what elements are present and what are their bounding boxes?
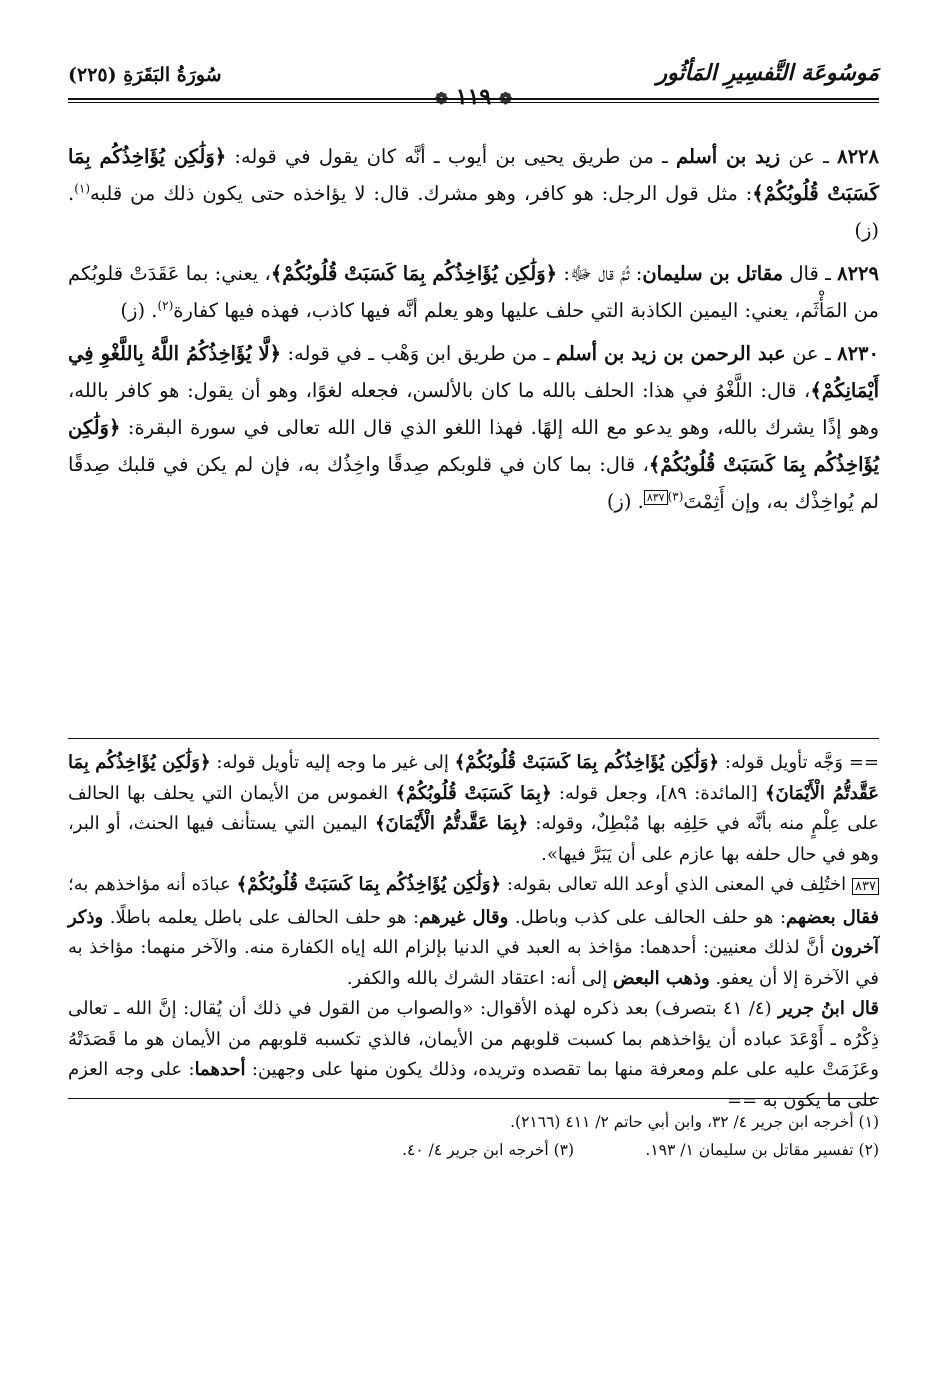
page	[68, 58, 879, 1389]
notes-divider	[68, 738, 879, 739]
note-text: : على وجه العزم على ما يكون به ==	[68, 1059, 879, 1111]
note-text: اختُلِف في المعنى الذي أوعد الله تعالى بقوله:	[501, 874, 853, 895]
page-number: ١١٩	[455, 84, 492, 110]
note-text: الغموس من الأيمان التي يحلف بها الحالف على عِلْمٍ منه بأنَّه في حَلِفِه بها مُبْطِلٌ، وقوله:	[68, 782, 879, 834]
note-text: إلى غير ما وجه إليه تأويل قوله:	[210, 752, 455, 773]
ornament-icon: ❁	[498, 89, 513, 108]
narrator-name: زيد بن أسلم	[675, 145, 781, 168]
footnote-ref[interactable]: (٢)	[157, 298, 174, 313]
footnotes-divider	[68, 1098, 879, 1099]
page-number-block	[435, 84, 513, 110]
footnote-1: (١) أخرجه ابن جرير ٤/ ٣٢، وابن أبي حاتم ٢/ ٤١١ (٢١٦٦).	[510, 1113, 879, 1131]
note-text: أنَّ لذلك معنيين: أحدهما: مؤاخذ به العبد في الدنيا بإلزام الله إياه الكفارة منه. والآخر منهما: مؤاخذ به في الآخرة إلا أن يعفو.	[68, 937, 879, 989]
footnotes	[68, 1108, 879, 1164]
note-text: عبادَه أنه مؤاخذهم به؛	[68, 874, 237, 895]
quran-quote: ﴿وَلَٰكِن يُؤَاخِذُكُم بِمَا كَسَبَتْ قُلُوبُكُمْ﴾	[68, 145, 879, 205]
entry-text: ـ عن	[780, 145, 838, 168]
entry-8229	[68, 255, 879, 329]
note-837	[68, 870, 879, 994]
note-text: اليمين التي يستأنف فيها الحنث، أو البر، وهو في حال حلفه بها عازم على أن يَبَرَّ فيها».	[68, 813, 879, 865]
entry-number: ٨٢٢٨	[837, 145, 879, 168]
entry-text: ـ عن	[785, 342, 838, 365]
main-text	[68, 138, 879, 526]
quran-quote: ﴿وَلَٰكِن يُؤَاخِذُكُم بِمَا كَسَبَتْ قُلُوبُكُمْ﴾	[68, 416, 880, 476]
quran-quote: ﴿وَلَٰكِن يُؤَاخِذُكُم بِمَا كَسَبَتْ قُلُوبُكُمْ﴾	[236, 874, 502, 895]
entry-text: ـ من طريق ابن وَهْب ـ في قوله:	[281, 342, 556, 365]
header-rule-thin	[68, 102, 879, 103]
entry-8230	[68, 335, 879, 520]
surah-label-block	[68, 64, 222, 86]
narrator-name: عبد الرحمن بن زيد بن أسلم	[555, 342, 786, 365]
opinion-label: وذهب البعض	[612, 967, 710, 989]
quran-quote: ﴿وَلَٰكِن يُؤَاخِذُكُم بِمَا عَقَّدتُّمُ الْأَيْمَانَ﴾	[68, 752, 880, 804]
quran-quote: ﴿بِمَا عَقَّدتُّمُ الْأَيْمَانَ﴾	[374, 813, 529, 834]
note-number-box: ٨٣٧	[852, 878, 879, 895]
page-header	[68, 58, 879, 118]
note-ref-box[interactable]: ٨٣٧	[644, 490, 668, 505]
note-text: == وَجَّه تأويل قوله:	[719, 752, 879, 773]
entry-text: ـ قال	[783, 262, 838, 285]
entry-text: ، قال: اللَّغْوُ في هذا: الحلف بالله ما كان بالألسن، فجعله لغوًا، وهو أن يقول: هو كافر بالله، وهو إذًا يشرك بالله، وهو يدعو مع الله إلهًا. فهذا اللغو الذي قال الله تعالى في سورة البقرة:	[68, 379, 879, 439]
note-text: : هو حلف الحالف على باطل يعلمه باطلًا.	[103, 906, 420, 928]
book-title: مَوسُوعَة التَّفسِيرِ المَأثُور	[656, 60, 879, 86]
ornament-icon: ❁	[434, 89, 449, 108]
quran-quote: ﴿لَّا يُؤَاخِذُكُمُ اللَّهُ بِاللَّغْوِ فِي أَيْمَانِكُمْ﴾	[68, 342, 879, 402]
quran-quote: ﴿بِمَا كَسَبَتْ قُلُوبُكُمْ﴾	[395, 782, 552, 804]
entry-text: . (ز)	[120, 299, 158, 322]
opinion-label: فقال بعضهم	[786, 906, 880, 928]
entry-text: ، قال: بما كان في قلوبكم صِدقًا واخِذُك به، فإن لم يكن في قلبك صِدقًا لم يُواخِذْك به، وإن أَثِمْتَ	[68, 453, 879, 513]
note-text: (٤/ ٤١ بتصرف) بعد ذكره لهذه الأقوال: «والصواب من القول في ذلك أن يُقال: إنَّ الله ـ تعالى ذِكْرُه ـ أَوْعَدَ عباده أن يؤاخذهم بما كسبت قلوبهم من الأيمان، فالذي تكسبه قلوبهم من الأيمان هو ما قَصَدَتْهُ وعَزَمَتْ عليه على علم ومعرفة منها بما تقصده وتريده، وذلك يكون منها على وجهين:	[68, 998, 879, 1080]
note-continuation	[68, 748, 879, 870]
entry-text: : ثُمَّ قال ﷻ:	[557, 262, 643, 285]
footnote-ref[interactable]: (١)	[74, 181, 91, 196]
opinion-label: أحدهما	[194, 1059, 246, 1080]
entry-8228	[68, 138, 879, 249]
opinion-label: وقال غيرهم	[419, 906, 509, 928]
entry-number: ٨٢٢٩	[837, 262, 880, 285]
footnote-row	[68, 1136, 879, 1164]
surah-label: سُورَةُ البَقَرَةِ	[123, 64, 222, 86]
entry-number: ٨٢٣٠	[837, 342, 879, 365]
opinion-label: وذكر آخرون	[68, 906, 879, 958]
note-text: : هو حلف الحالف على كذب وباطل.	[508, 906, 787, 928]
quran-quote: ﴿وَلَٰكِن يُؤَاخِذُكُم بِمَا كَسَبَتْ قُلُوبُكُمْ﴾	[454, 752, 720, 773]
quran-quote: ﴿وَلَٰكِن يُؤَاخِذُكُم بِمَا كَسَبَتْ قُلُوبُكُمْ﴾	[270, 262, 558, 285]
header-rule	[68, 98, 879, 100]
scholar-label: قال ابنُ جرير	[778, 998, 879, 1019]
note-text: إلى أنه: اعتقاد الشرك بالله والكفر.	[346, 967, 613, 989]
entry-text: : مثل قول الرجل: هو كافر، وهو مشرك. قال: لا يؤاخذه حتى يكون ذلك من قلبه	[90, 182, 753, 205]
entry-text: ـ من طريق يحيى بن أيوب ـ أنَّه كان يقول في قوله:	[226, 145, 676, 168]
footnote-3: (٣) أخرجه ابن جرير ٤/ ٤٠.	[402, 1141, 575, 1159]
entry-text: . (ز)	[68, 182, 879, 242]
footnote-2: (٢) تفسير مقاتل بن سليمان ١/ ١٩٣.	[645, 1141, 879, 1159]
narrator-name: مقاتل بن سليمان	[642, 262, 784, 285]
entry-text: . (ز)	[606, 490, 644, 513]
entry-text: ، يعني: بما عَقَدَتْ قلوبُكم من المَأْثَم، يعني: اليمين الكاذبة التي حلف عليها وهو يعلم أنَّه فيها كاذب، فهذه فيها كفارة	[68, 262, 879, 322]
editor-notes	[68, 748, 879, 1116]
note-text: [المائدة: ٨٩]، وجعل قوله:	[551, 782, 765, 804]
footnote-ref[interactable]: (٣)	[667, 489, 684, 504]
verse-ref: (٢٢٥)	[68, 64, 117, 86]
